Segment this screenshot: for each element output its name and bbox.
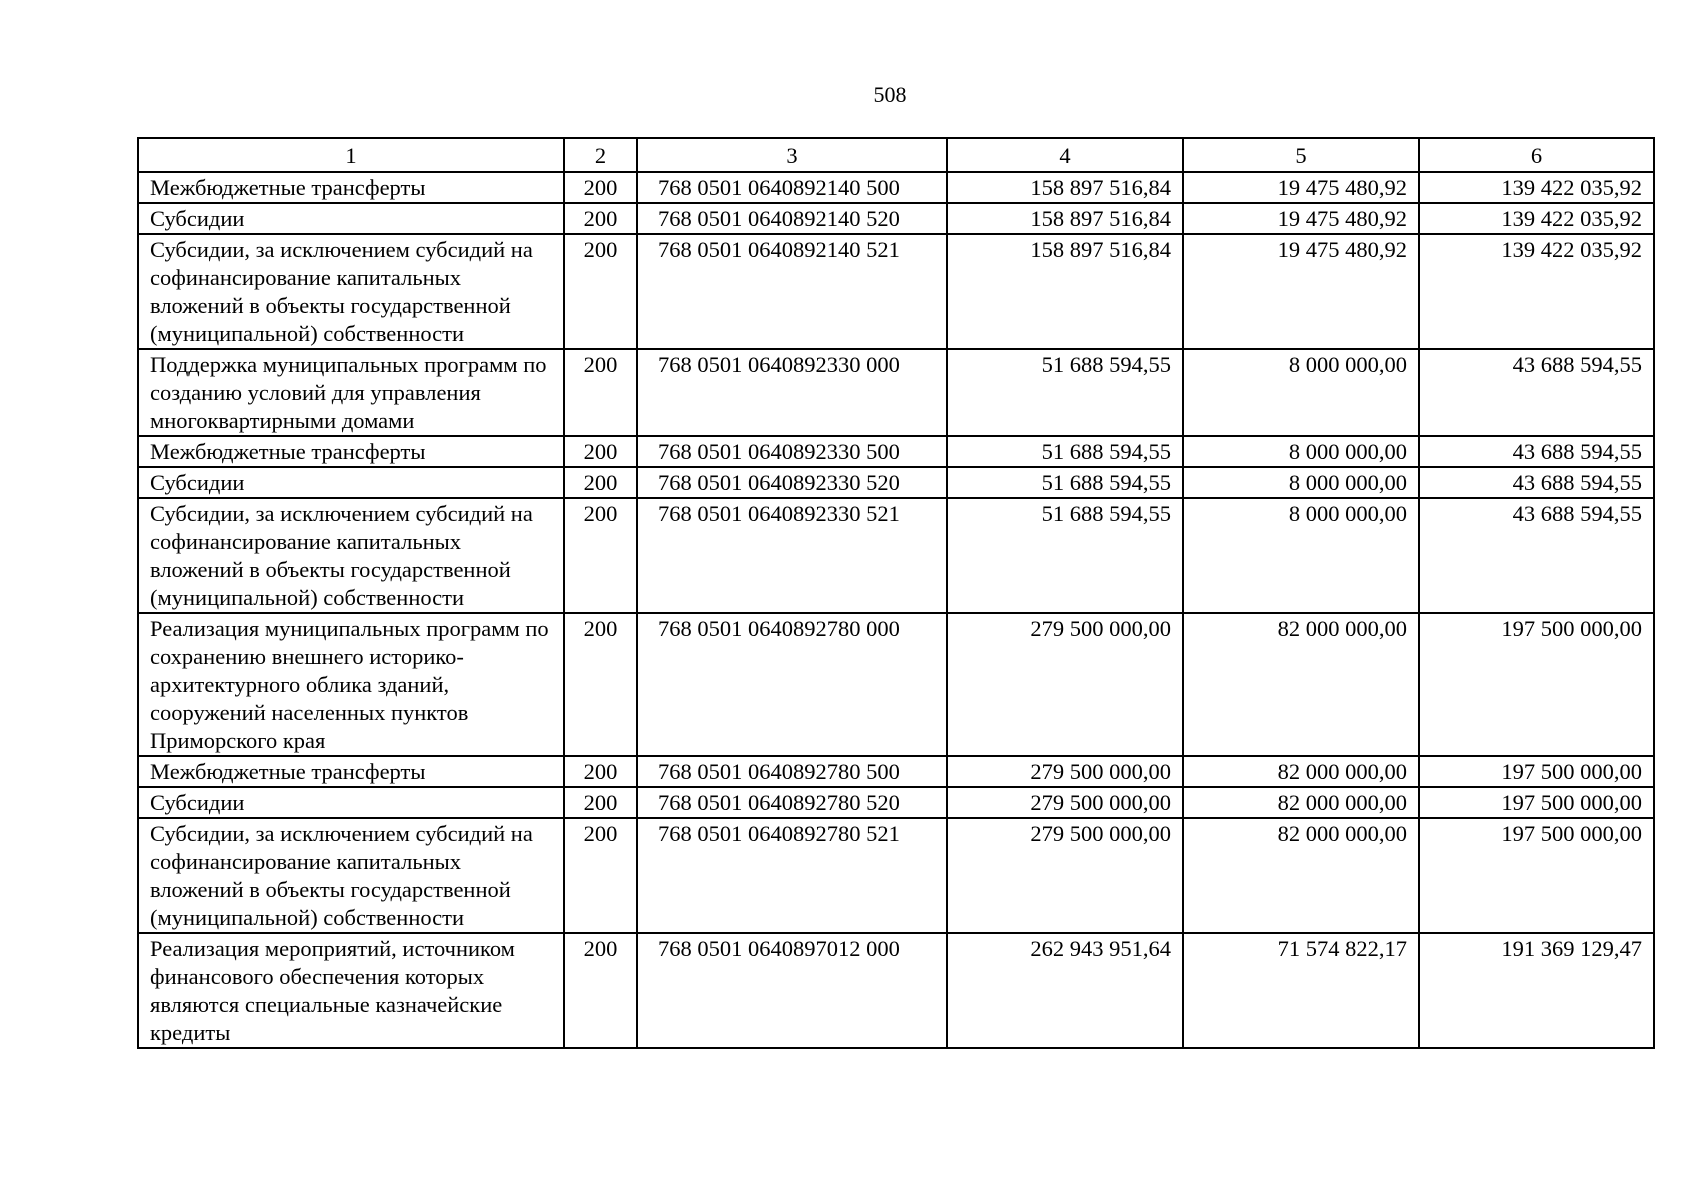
row-col5: 82 000 000,00 [1183, 756, 1419, 787]
table-row [138, 498, 1654, 613]
row-name: Межбюджетные трансферты [138, 436, 564, 467]
row-name: Межбюджетные трансферты [138, 756, 564, 787]
row-col5: 82 000 000,00 [1183, 818, 1419, 933]
row-name: Субсидии [138, 203, 564, 234]
row-classification: 768 0501 0640892140 521 [637, 234, 947, 349]
row-name: Субсидии, за исключением субсидий на софинансирование капитальных вложений в объекты государственной (муниципальной) собственности [138, 818, 564, 933]
table-row [138, 756, 1654, 787]
row-col6: 139 422 035,92 [1419, 203, 1654, 234]
row-col5: 8 000 000,00 [1183, 467, 1419, 498]
table-row [138, 203, 1654, 234]
row-name: Межбюджетные трансферты [138, 172, 564, 203]
row-name: Субсидии, за исключением субсидий на софинансирование капитальных вложений в объекты государственной (муниципальной) собственности [138, 498, 564, 613]
row-code: 200 [564, 234, 637, 349]
page-number: 508 [873, 82, 907, 107]
table-row [138, 436, 1654, 467]
row-col6: 197 500 000,00 [1419, 613, 1654, 756]
table-row [138, 787, 1654, 818]
row-col4: 158 897 516,84 [947, 172, 1183, 203]
row-col5: 19 475 480,92 [1183, 203, 1419, 234]
row-col5: 82 000 000,00 [1183, 787, 1419, 818]
table-row [138, 818, 1654, 933]
row-col4: 51 688 594,55 [947, 436, 1183, 467]
header-row [138, 138, 1654, 172]
row-code: 200 [564, 498, 637, 613]
row-code: 200 [564, 613, 637, 756]
header-col-6: 6 [1419, 138, 1654, 172]
row-col6: 43 688 594,55 [1419, 436, 1654, 467]
row-col5: 8 000 000,00 [1183, 349, 1419, 436]
row-classification: 768 0501 0640892330 521 [637, 498, 947, 613]
row-code: 200 [564, 172, 637, 203]
row-code: 200 [564, 349, 637, 436]
row-col6: 43 688 594,55 [1419, 467, 1654, 498]
row-col6: 191 369 129,47 [1419, 933, 1654, 1048]
row-code: 200 [564, 818, 637, 933]
row-col4: 51 688 594,55 [947, 467, 1183, 498]
table-row [138, 613, 1654, 756]
header-col-3: 3 [637, 138, 947, 172]
header-col-5: 5 [1183, 138, 1419, 172]
row-col4: 51 688 594,55 [947, 498, 1183, 613]
row-classification: 768 0501 0640892780 521 [637, 818, 947, 933]
row-col6: 197 500 000,00 [1419, 818, 1654, 933]
row-name: Реализация мероприятий, источником финансового обеспечения которых являются специальные казначейские кредиты [138, 933, 564, 1048]
table-row [138, 234, 1654, 349]
row-col6: 43 688 594,55 [1419, 349, 1654, 436]
row-col5: 8 000 000,00 [1183, 498, 1419, 613]
row-classification: 768 0501 0640892780 000 [637, 613, 947, 756]
row-col4: 279 500 000,00 [947, 787, 1183, 818]
table-row [138, 933, 1654, 1048]
row-col5: 82 000 000,00 [1183, 613, 1419, 756]
row-col5: 8 000 000,00 [1183, 436, 1419, 467]
header-col-2: 2 [564, 138, 637, 172]
row-code: 200 [564, 933, 637, 1048]
row-name: Поддержка муниципальных программ по созданию условий для управления многоквартирными домами [138, 349, 564, 436]
row-name: Субсидии [138, 787, 564, 818]
row-col6: 139 422 035,92 [1419, 172, 1654, 203]
row-classification: 768 0501 0640892330 520 [637, 467, 947, 498]
row-code: 200 [564, 787, 637, 818]
row-col4: 158 897 516,84 [947, 203, 1183, 234]
table-row [138, 467, 1654, 498]
row-col6: 43 688 594,55 [1419, 498, 1654, 613]
row-code: 200 [564, 436, 637, 467]
row-classification: 768 0501 0640892140 500 [637, 172, 947, 203]
row-col4: 262 943 951,64 [947, 933, 1183, 1048]
row-col6: 197 500 000,00 [1419, 787, 1654, 818]
row-code: 200 [564, 203, 637, 234]
row-col4: 279 500 000,00 [947, 756, 1183, 787]
row-classification: 768 0501 0640897012 000 [637, 933, 947, 1048]
budget-table [137, 137, 1655, 1049]
row-classification: 768 0501 0640892780 500 [637, 756, 947, 787]
row-code: 200 [564, 467, 637, 498]
row-name: Субсидии [138, 467, 564, 498]
row-name: Реализация муниципальных программ по сохранению внешнего историко-архитектурного облика зданий, сооружений населенных пунктов Приморского края [138, 613, 564, 756]
table-body [138, 172, 1654, 1048]
row-col5: 71 574 822,17 [1183, 933, 1419, 1048]
row-col4: 279 500 000,00 [947, 613, 1183, 756]
row-classification: 768 0501 0640892330 000 [637, 349, 947, 436]
row-classification: 768 0501 0640892330 500 [637, 436, 947, 467]
row-col4: 158 897 516,84 [947, 234, 1183, 349]
header-col-1: 1 [138, 138, 564, 172]
row-col5: 19 475 480,92 [1183, 172, 1419, 203]
row-col6: 139 422 035,92 [1419, 234, 1654, 349]
row-classification: 768 0501 0640892140 520 [637, 203, 947, 234]
table-row [138, 349, 1654, 436]
row-col4: 279 500 000,00 [947, 818, 1183, 933]
row-col5: 19 475 480,92 [1183, 234, 1419, 349]
row-code: 200 [564, 756, 637, 787]
row-col4: 51 688 594,55 [947, 349, 1183, 436]
header-col-4: 4 [947, 138, 1183, 172]
row-classification: 768 0501 0640892780 520 [637, 787, 947, 818]
row-name: Субсидии, за исключением субсидий на софинансирование капитальных вложений в объекты государственной (муниципальной) собственности [138, 234, 564, 349]
table-row [138, 172, 1654, 203]
row-col6: 197 500 000,00 [1419, 756, 1654, 787]
table-header [138, 138, 1654, 172]
